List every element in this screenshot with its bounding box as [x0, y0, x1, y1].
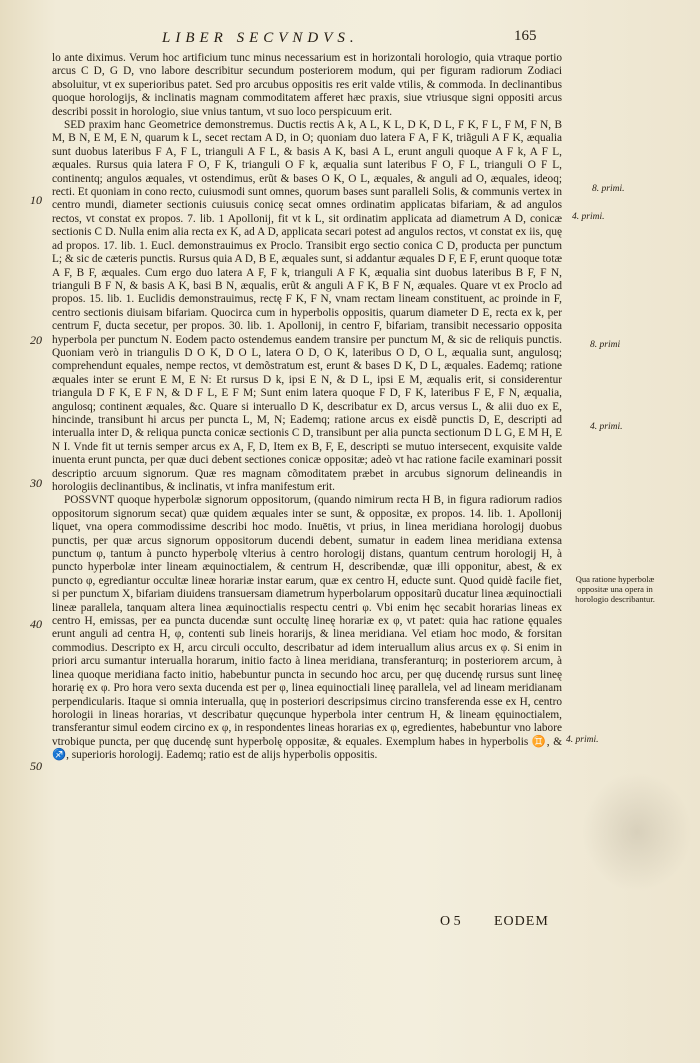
- line-number: 30: [30, 476, 42, 490]
- running-title: LIBER SECVNDVS.: [162, 30, 359, 46]
- margin-note: 4. primi.: [566, 735, 599, 745]
- margin-note: 4. primi.: [590, 422, 623, 432]
- page-header: [0, 30, 700, 50]
- line-number: 40: [30, 617, 42, 631]
- line-number: 10: [30, 193, 42, 207]
- body-text: [52, 52, 562, 763]
- paragraph: POSSVNT quoque hyperbolæ signorum oppositorum, (quando nimirum recta H B, in figura radiorum radios oppositorum signorum secat) quæ quidem æquales inter se sunt, & oppositæ, ex propos. 14. lib. 1. Apollonij liquet, vna opera commodissime describi hoc modo. Inuētis, vt prius, in linea meridiana horologij duobus punctis, per quæ arcus signorum oppositorum ducendi debent, sumatur in eadem linea meridiana extensa punctum φ, tantum à puncto hyperbolę vlterius à centro horologij distans, quantum centrum horologij H, à puncto hyperbolæ inter lineam æquinoctialem, & centrum H, describendæ, quæ illi opponitur, abest, & ex puncto φ, egrediantur occultæ lineæ horariæ instar earum, quæ ex centro H, educte sunt. Quod quidè facile fiet, si per punctum X, bifariam diuidens transuersam diametrum hyperbolarum oppositarũ ducatur linea æquinoctiali lineæ parallela, tanquam altera linea æquinoctialis respectu centri φ. Vbi enim hęc secabit horarias lineas ex centro H, emissas, per ea puncta ducendæ sunt occultę lineę horariæ ex φ, vt patet: quia hac ratione ęquales erunt anguli ad centra H, φ, contenti sub lineis horarijs, & linea meridiana. Vel etiam hoc modo, & forsitan commodius. Descripto ex H, arcu circuli occulto, describatur ad idem interuallum alius arcus ex φ. Si enim in priori arcu sumantur interualla horarum, initio facto à linea meridiana, transferanturq; in posteriorem arcum, à linea quoque meridiana facto initio, habebuntur puncta in secundo hoc arcu, per quę ducendę rursus sunt lineę horarię ex φ. Pro hora vero sexta ducenda est per φ, linea equinoctiali lineę parallela, vel ad lineam meridianam perpendicularis. Itaque si omnia interualla, quę in posteriori descripsimus circino transferenda esse ex H, centro horologii in lineas horarias, vt describatur quęcunque hyperbola inter centrum H, & lineam ęquinoctialem, transferantur simul eodem circino ex φ, in respondentes lineas horarias ex φ, egredientes, habebuntur vno labore vtrobique puncta, per quę ducendę sunt hyperbolę oppositæ, & equales. Exemplum habes in hyperbolis ♊, & ♐, superioris horologij. Eademq; ratio est de alijs hyperbolis oppositis.: [52, 494, 562, 762]
- line-number: 50: [30, 759, 42, 773]
- line-number: 20: [30, 333, 42, 347]
- margin-note: 8. primi.: [592, 184, 625, 194]
- signature-mark: O 5: [440, 914, 461, 929]
- paragraph: SED praxim hanc Geometrice demonstremus. Ductis rectis A k, A L, K L, D K, D L, F K, F L, F M, F N, B M, B N, E M, E N, quarum k L, secet rectam A D, in O; quoniam duo latera F A, F K, triãguli A F K, æqualia sunt duobus lateribus F A, F L, trianguli A F L, & basis A K, basi A L, erunt anguli quoque A F k, A F L, æquales. Rursus quia latera F O, F K, trianguli O F k, æqualia sunt lateribus F O, F L, trianguli O F L, continentq; angulos æquales, vt ostendimus, erũt & bases O K, O L, æquales, & anguli ad O, æquales, ideoq; recti. Et quoniam in cono recto, cuiusmodi sunt omnes, quorum bases sunt paralleli Solis, & communis vertex in centro mundi, diameter sectionis cuiusuis conicę secat omnes ordinatim applicatas bifariam, & ad angulos rectos, vt constat ex propos. 7. lib. 1 Apollonij, fit vt k L, sit ordinatim applicata ad diametrum A D, conicæ sectionis C D. Nulla enim alia recta ex K, ad A D, applicata secari potest ad angulos rectos, vt constat ex iis, quę ad propos. 17. lib. 1. Eucl. demonstrauimus ex Proclo. Transibit ergo sectio conica C D, producta per punctum L; & sic de cæteris punctis. Rursus quia A D, B E, æquales sunt, si addantur æquales D F, E F, erunt quoque totæ A F, B F, æquales. Cum ergo duo latera A F, F k, trianguli A F K, æqualia sint duobus lateribus B F, F N, trianguli B F N, & basis A K, basi B N, æqualis, erũt & anguli A F K, B F N, æquales. Quare vt ex Proclo ad propos. 15. lib. 1. Euclidis demonstrauimus, rectę F K, F N, vnam rectam lineam constituent, ac proinde in F, centro sectionis diuisam bifariam. Quocirca cum in hyperbolis oppositis, quarum diameter D E, recta ex k, per centrum F, ducta secetur, per propos. 30. lib. 1. Apollonij, in centro F, bifariam, transibit necessario opposita hyperbola per punctum N. Eodem pacto ostendemus eandem transire per punctum M, & sic de reliquis punctis. Quoniam verò in triangulis D O K, D O L, latera O D, O K, lateribus O D, O L, æqualia sunt, angulosq; comprehendunt equales, nempe rectos, vt demõstratum est, erunt & bases D K, D L, æquales. Eademq; ratione æquales inter se erunt E M, E N: Et rursus D k, ipsi E N, & D L, ipsi E M, æqualis erit, si considerentur triangula D F K, E F N, & D F L, E F M; Sunt enim latera quoque F D, F K, lateribus F E, F N, æqualia, angulosq; continent æquales, &c. Quare si interuallo D K, describatur ex D, arcus versus L, & alii duo ex E, hincinde, transibunt hi arcus per puncta L, M, N; Eademq; ratione arcus ex eisdẽ punctis D, E, descripti ad interualla inter D, & reliqua puncta conicæ sectionis C D, transibunt per alia puncta sectionum D L G, E M H, E N I. Vnde fit ut ternis semper arcus ex A, F, D, Item ex B, F, E, descripti se mutuo intersecent, exquisite valde inuenta erunt puncta, per quæ duci debent sectiones conicæ oppositæ; adeò vt hac ratione facile examinari possit descriptio arcuum signorum. Quæ res magnam cõmoditatem præbet in arcubus signorum delineandis in horologiis declinantibus, & inclinatis, vt infra manifestum erit.: [52, 119, 562, 493]
- paragraph: lo ante diximus. Verum hoc artificium tunc minus necessarium est in horizontali horologio, quia vtraque portio arcus C D, G D, vno labore describitur secundum posteriorem modum, qui per figuram radiorum Zodiaci absoluitur, vt ex superioribus patet. Sed pro arcubus oppositis res erit valde vtilis, & commoda. In declinantibus quoque horologijs, & inclinatis magnam commoditatem afferet hæc praxis, siue vtriusque signi oppositi arcus describi possit in horologio, siue vnius tantum, vt suo loco perspicuum erit.: [52, 52, 562, 118]
- margin-note: 4. primi.: [572, 212, 605, 222]
- margin-note: 8. primi: [590, 340, 621, 350]
- catchword: EODEM: [494, 914, 549, 929]
- paper-stain: [582, 772, 692, 892]
- page-number: 165: [514, 28, 537, 44]
- margin-note: Qua ratione hyperbolæ oppositæ una opera in horologio describantur.: [575, 574, 655, 604]
